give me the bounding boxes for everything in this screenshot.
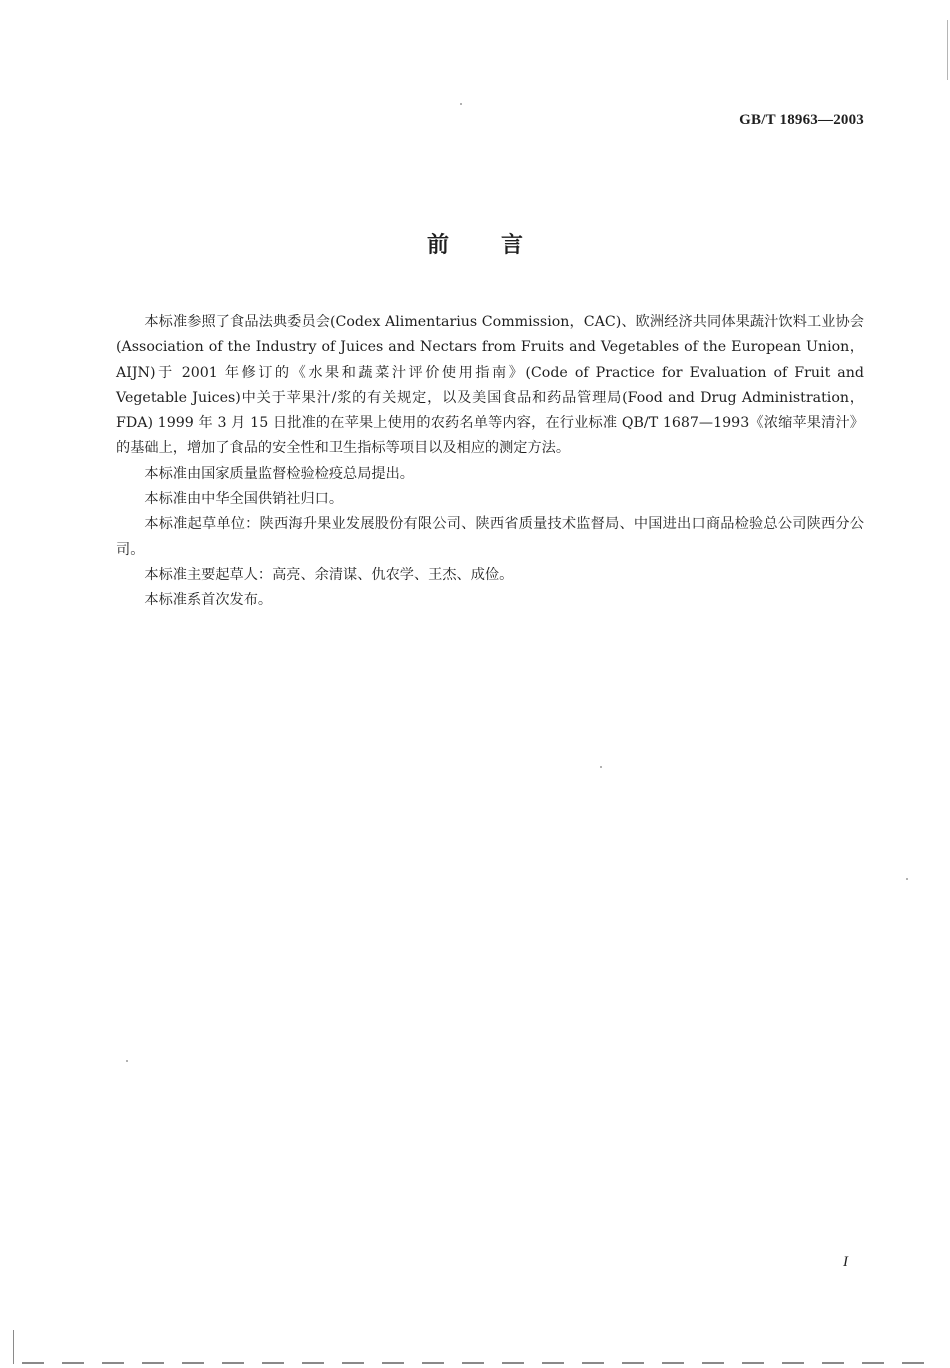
paragraph-centralized-by: 本标准由中华全国供销社归口。 <box>144 491 344 508</box>
page-title: 前言 <box>426 233 575 258</box>
page-number: I <box>843 1254 848 1270</box>
paragraph-first-release: 本标准系首次发布。 <box>144 592 273 609</box>
foreword-body <box>116 310 864 614</box>
scan-speck <box>126 1060 128 1062</box>
scan-bottom-dashes <box>22 1362 930 1364</box>
standard-code: GB/T 18963—2003 <box>739 112 864 128</box>
paragraph-drafting-units: 本标准起草单位：陕西海升果业发展股份有限公司、陕西省质量技术监督局、中国进出口商品检验总公司陕西分公司。 <box>116 516 864 558</box>
scan-speck <box>600 766 602 768</box>
scan-edge-mark <box>13 1330 14 1364</box>
scan-speck <box>906 878 908 880</box>
scan-speck <box>460 103 462 105</box>
scan-edge-mark <box>947 20 948 80</box>
paragraph-references: 本标准参照了食品法典委员会(Codex Alimentarius Commission，CAC)、欧洲经济共同体果蔬汁饮料工业协会(Association of the Industry of Juices and Nectars from Fruits and Vegetables of the European Union，AIJN)于 2001 年修订的《水果和蔬菜汁评价使用指南》(Code of Practice for Evaluation of Fruit and Vegetable Juices)中关于苹果汁/浆的有关规定，以及美国食品和药品管理局(Food and Drug Administration，FDA) 1999 年 3 月 15 日批准的在苹果上使用的农药名单等内容，在行业标准 QB/T 1687—1993《浓缩苹果清汁》的基础上，增加了食品的安全性和卫生指标等项目以及相应的测定方法。 <box>116 314 864 457</box>
paragraph-drafters: 本标准主要起草人：高亮、余清谋、仇农学、王杰、成俭。 <box>144 566 514 583</box>
paragraph-proposed-by: 本标准由国家质量监督检验检疫总局提出。 <box>144 465 414 482</box>
